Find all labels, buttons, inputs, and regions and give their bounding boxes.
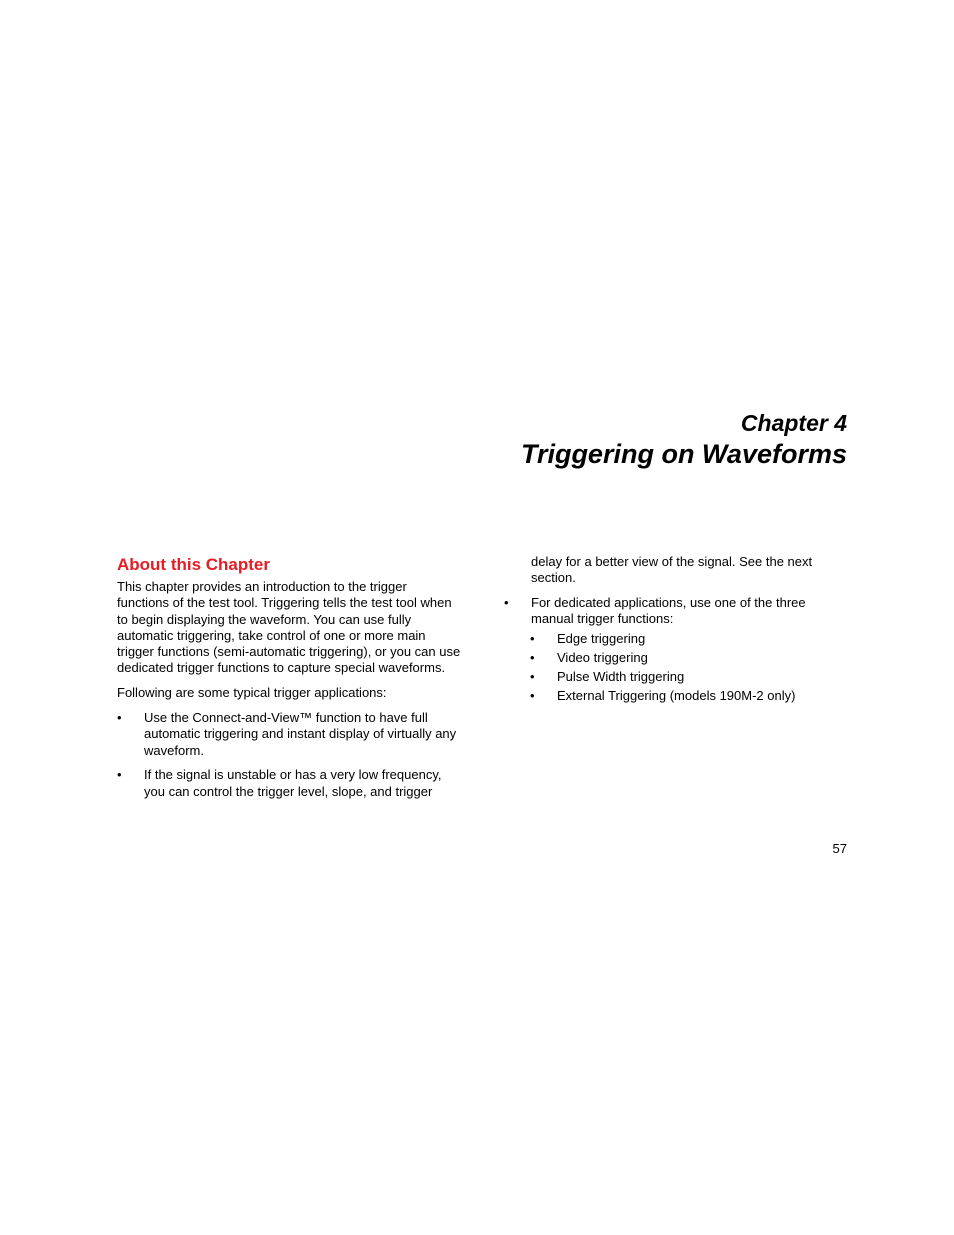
list-item-text: If the signal is unstable or has a very low frequency, you can control the trigger level, slope, and trigger [144,767,442,799]
sub-list-item [530,631,849,647]
sub-list-item [530,669,849,685]
list-item [117,710,462,759]
chapter-header [521,408,847,470]
sub-list-item [530,650,849,666]
page-number: 57 [832,841,847,856]
sub-list-item-text: Video triggering [557,650,648,666]
list-item-continuation: delay for a better view of the signal. See the next section. [531,554,813,586]
bullet-icon: • [530,669,535,685]
bullet-icon: • [530,650,535,666]
chapter-title: Triggering on Waveforms [520,439,847,469]
list-item-text: For dedicated applications, use one of the three manual trigger functions: [531,595,806,627]
trigger-functions-list [530,631,849,704]
bullet-icon: • [530,688,535,704]
section-heading: About this Chapter [117,555,270,574]
left-column [117,555,462,809]
sub-list-item-text: Edge triggering [557,631,646,647]
bullet-icon: • [504,595,509,611]
right-column [504,554,849,707]
bullet-icon: • [530,631,535,647]
list-item-text: Use the Connect-and-View™ function to have full automatic triggering and instant display of virtually any waveform. [144,710,457,758]
intro-paragraph: This chapter provides an introduction to the trigger functions of the test tool. Triggering tells the test tool when to begin displaying the waveform. You can use fully automatic triggering, take control of one or more main trigger functions (semi-automatic triggering), or you can use dedicated trigger functions to capture special waveforms. [117,579,461,676]
list-item [504,595,849,628]
applications-list [117,710,462,800]
sub-list-item [530,688,849,704]
bullet-icon: • [117,710,122,726]
applications-list-continued [504,595,849,628]
lead-paragraph: Following are some typical trigger applications: [117,685,387,701]
sub-list-item-text: Pulse Width triggering [557,669,685,685]
sub-list-item-text: External Triggering (models 190M-2 only) [557,688,796,704]
list-item [117,767,462,800]
bullet-icon: • [117,767,122,783]
chapter-label: Chapter 4 [740,410,847,436]
